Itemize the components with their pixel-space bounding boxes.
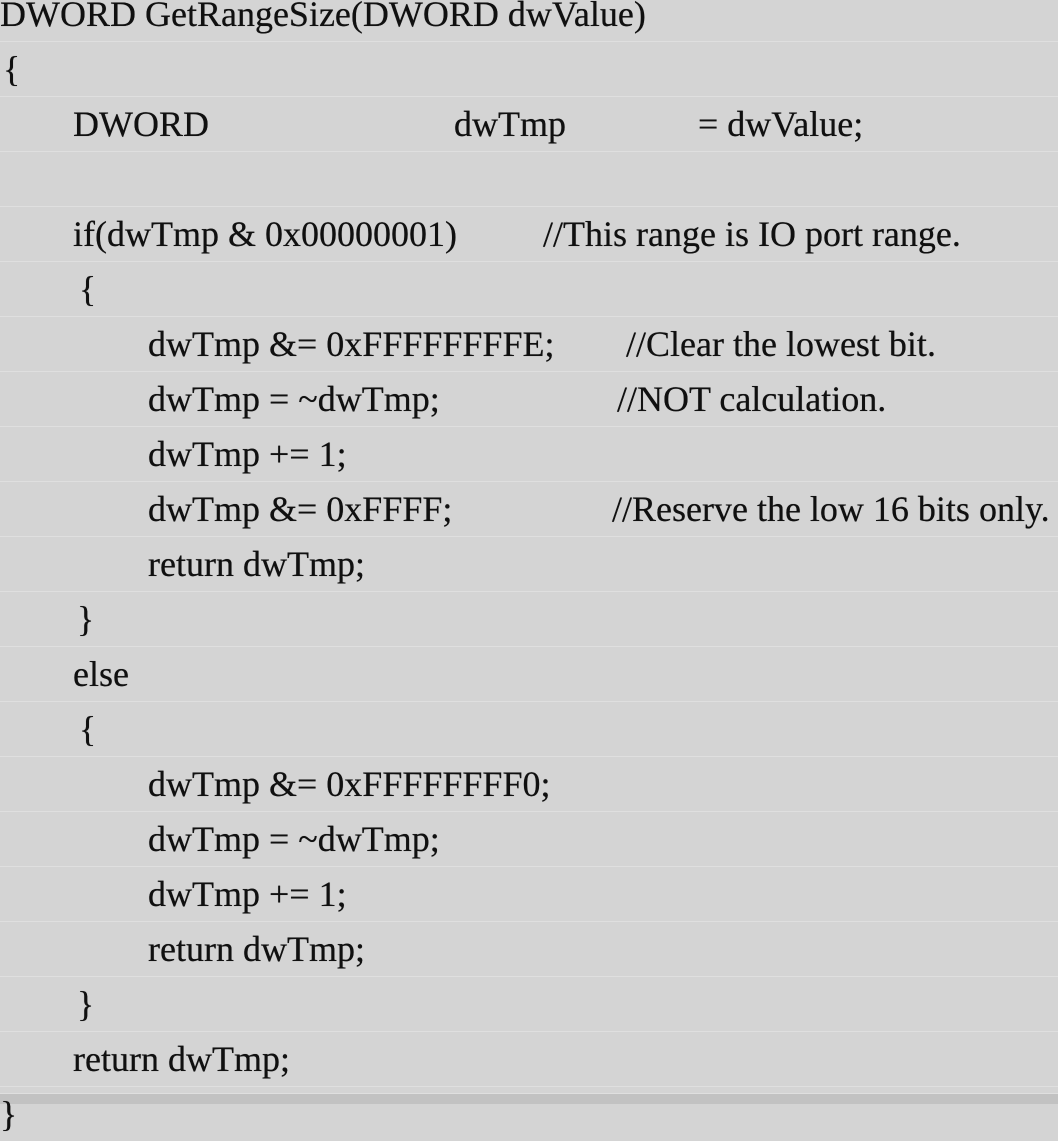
code-line (0, 262, 1058, 317)
code-line (0, 812, 1058, 867)
code-line (0, 977, 1058, 1032)
code-line (0, 427, 1058, 482)
code-text: dwTmp (454, 104, 566, 144)
code-text: } (0, 1094, 18, 1134)
code-line (0, 372, 1058, 427)
code-line (0, 537, 1058, 592)
code-text: { (79, 269, 97, 309)
code-text: dwTmp += 1; (148, 434, 347, 474)
code-line (0, 97, 1058, 152)
code-line (0, 317, 1058, 372)
code-text: = dwValue; (698, 104, 864, 144)
code-text: else (73, 654, 129, 694)
code-line (0, 207, 1058, 262)
code-line (0, 1032, 1058, 1087)
code-text: dwTmp = ~dwTmp; (148, 819, 440, 859)
code-line (0, 922, 1058, 977)
code-text: if(dwTmp & 0x00000001) (73, 214, 457, 254)
code-line (0, 647, 1058, 702)
code-text: DWORD (73, 104, 209, 144)
comment-text: //This range is IO port range. (543, 214, 961, 254)
code-text: dwTmp &= 0xFFFFFFFFE; (148, 324, 555, 364)
comment-text: //NOT calculation. (617, 379, 887, 419)
code-text: dwTmp &= 0xFFFF; (148, 489, 453, 529)
code-text: return dwTmp; (73, 1039, 290, 1079)
code-line (0, 482, 1058, 537)
code-text: } (77, 984, 95, 1024)
code-line (0, 702, 1058, 757)
code-line (0, 592, 1058, 647)
code-line (0, 867, 1058, 922)
comment-text: //Reserve the low 16 bits only. (612, 489, 1050, 529)
code-text: dwTmp = ~dwTmp; (148, 379, 440, 419)
code-line (0, 757, 1058, 812)
code-line (0, 0, 1058, 42)
code-text: } (77, 599, 95, 639)
code-text: DWORD GetRangeSize(DWORD dwValue) (0, 0, 646, 34)
code-line (0, 42, 1058, 97)
code-line-blank (0, 152, 1058, 207)
comment-text: //Clear the lowest bit. (626, 324, 936, 364)
code-line (0, 1087, 1058, 1141)
code-text: { (3, 49, 21, 89)
code-text: dwTmp += 1; (148, 874, 347, 914)
code-text: return dwTmp; (148, 544, 365, 584)
code-text: dwTmp &= 0xFFFFFFFF0; (148, 764, 551, 804)
code-text: return dwTmp; (148, 929, 365, 969)
code-text: { (79, 709, 97, 749)
